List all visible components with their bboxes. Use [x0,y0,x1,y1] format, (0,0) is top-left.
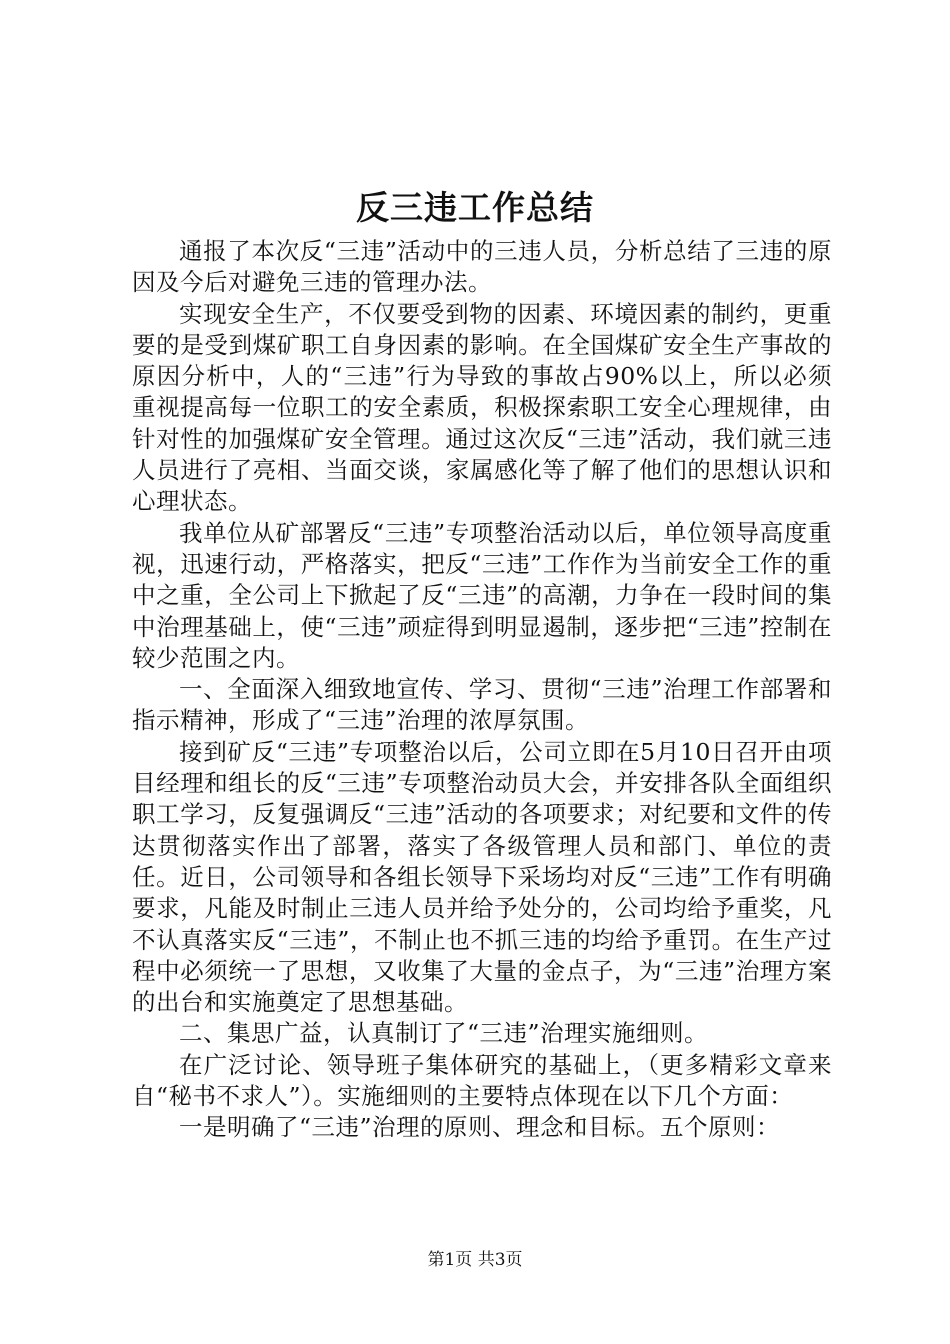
page-number-footer: 第1页 共3页 [427,1250,523,1270]
paragraph: 我单位从矿部署反“三违”专项整治活动以后，单位领导高度重视，迅速行动，严格落实，把反“三违”工作作为当前安全工作的重中之重，全公司上下掀起了反“三违”的高潮，力争在一段时间的集中治理基础上，使“三违”顽症得到明显遏制，逐步把“三违”控制在较少范围之内。 [132,518,832,672]
document-title: 反三违工作总结 [356,188,594,227]
section-heading-paragraph: 二、集思广益，认真制订了“三违”治理实施细则。 [179,1019,709,1048]
paragraph: 在广泛讨论、领导班子集体研究的基础上，（更多精彩文章来自“秘书不求人”）。实施细则的主要特点体现在以下几个方面： [132,1050,832,1111]
document-body [132,236,832,1144]
section-heading-paragraph: 一、全面深入细致地宣传、学习、贯彻“三违”治理工作部署和指示精神，形成了“三违”治理的浓厚氛围。 [132,675,832,735]
paragraph: 通报了本次反“三违”活动中的三违人员，分析总结了三违的原因及今后对避免三违的管理办法。 [132,237,832,297]
paragraph: 实现安全生产，不仅要受到物的因素、环境因素的制约，更重要的是受到煤矿职工自身因素的影响。在全国煤矿安全生产事故的原因分析中，人的“三违”行为导致的事故占90%以上，所以必须重视提高每一位职工的安全素质，积极探索职工安全心理规律，由针对性的加强煤矿安全管理。通过这次反“三违”活动，我们就三违人员进行了亮相、当面交谈，家属感化等了解了他们的思想认识和心理状态。 [132,299,832,516]
paragraph: 一是明确了“三违”治理的原则、理念和目标。五个原则： [179,1113,781,1142]
paragraph: 接到矿反“三违”专项整治以后，公司立即在5月10日召开由项目经理和组长的反“三违”专项整治动员大会，并安排各队全面组织职工学习，反复强调反“三违”活动的各项要求；对纪要和文件的传达贯彻落实作出了部署，落实了各级管理人员和部门、单位的责任。近日，公司领导和各组长领导下采场均对反“三违”工作有明确要求，凡能及时制止三违人员并给予处分的，公司均给予重奖，凡不认真落实反“三违”，不制止也不抓三违的均给予重罚。在生产过程中必须统一了思想，又收集了大量的金点子，为“三违”治理方案的出台和实施奠定了思想基础。 [132,737,832,1017]
